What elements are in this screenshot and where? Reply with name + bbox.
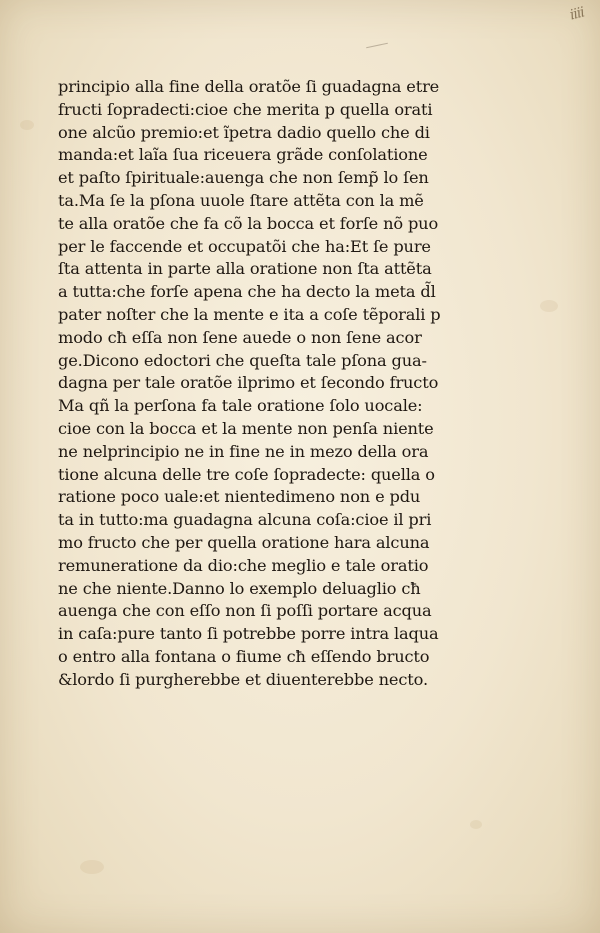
text-line: ta in tutto:ma guadagna alcuna coſa:cioe il pri [58,510,432,530]
text-line: cioe con la bocca et la mente non penſa niente [58,418,434,438]
text-line: ne nelprincipio ne in fine ne in mezo della ora [58,441,429,461]
text-line: &lordo ſi purgherebbe et diuenterebbe necto. [58,669,428,689]
text-line: remuneratione da dio:che meglio e tale oratio [58,555,429,575]
foxing-spot [20,120,34,130]
text-block [58,76,458,692]
text-line: Ma qñ la perſona fa tale oratione ſolo uocale: [58,396,423,416]
foxing-spot [470,820,482,829]
text-line: dagna per tale oratõe ilprimo et ſecondo fructo [58,373,439,393]
text-line: per le faccende et occupatõi che ha:Et ſe pure [58,236,431,256]
text-line: principio alla fine della oratõe ſi guadagna etre [58,77,440,96]
text-line: ratione poco uale:et nientedimeno non e pdu [58,487,421,507]
text-line: et paſto ſpirituale:auenga che non ſemp̃ lo ſen [58,168,429,188]
text-line: fructi ſopradecti:cioe che merita p quella orati [58,99,433,119]
text-line: pater noſter che la mente e ita a coſe tẽporali p [58,304,441,324]
foxing-spot [80,860,104,874]
folio-mark: iiii [568,4,586,24]
text-line: mo fructo che per quella oratione hara alcuna [58,532,430,552]
text-line: ge.Dicono edoctori che queſta tale pſona gua- [58,350,427,370]
text-line: a tutta:che forſe apena che ha decto la meta d̃l [58,282,436,302]
text-line: one alcũo premio:et ĩpetra dadio quello che di [58,122,430,142]
text-line: tione alcuna delle tre coſe ſopradecte: quella o [58,464,435,484]
text-line: ne che niente.Danno lo exemplo deluaglio cħ [58,578,421,598]
text-line: in caſa:pure tanto ſi potrebbe porre intra laqua [58,624,439,644]
text-line: manda:et laĩa ſua riceuera grãde conſolatione [58,145,428,165]
text-line: o entro alla fontana o fiume cħ eſſendo bructo [58,646,430,666]
text-line: modo cħ eſſa non ſene auede o non ſene acor [58,327,422,347]
pencil-mark [366,43,388,49]
text-line: ta.Ma ſe la pſona uuole ſtare attẽta con la mẽ [58,190,424,210]
foxing-spot [540,300,558,312]
text-line: te alla oratõe che fa cõ la bocca et forſe nõ puo [58,213,439,233]
text-line: auenga che con eſſo non ſi poſſi portare acqua [58,601,432,621]
text-line: ſta attenta in parte alla oratione non ſta attẽta [58,259,432,279]
